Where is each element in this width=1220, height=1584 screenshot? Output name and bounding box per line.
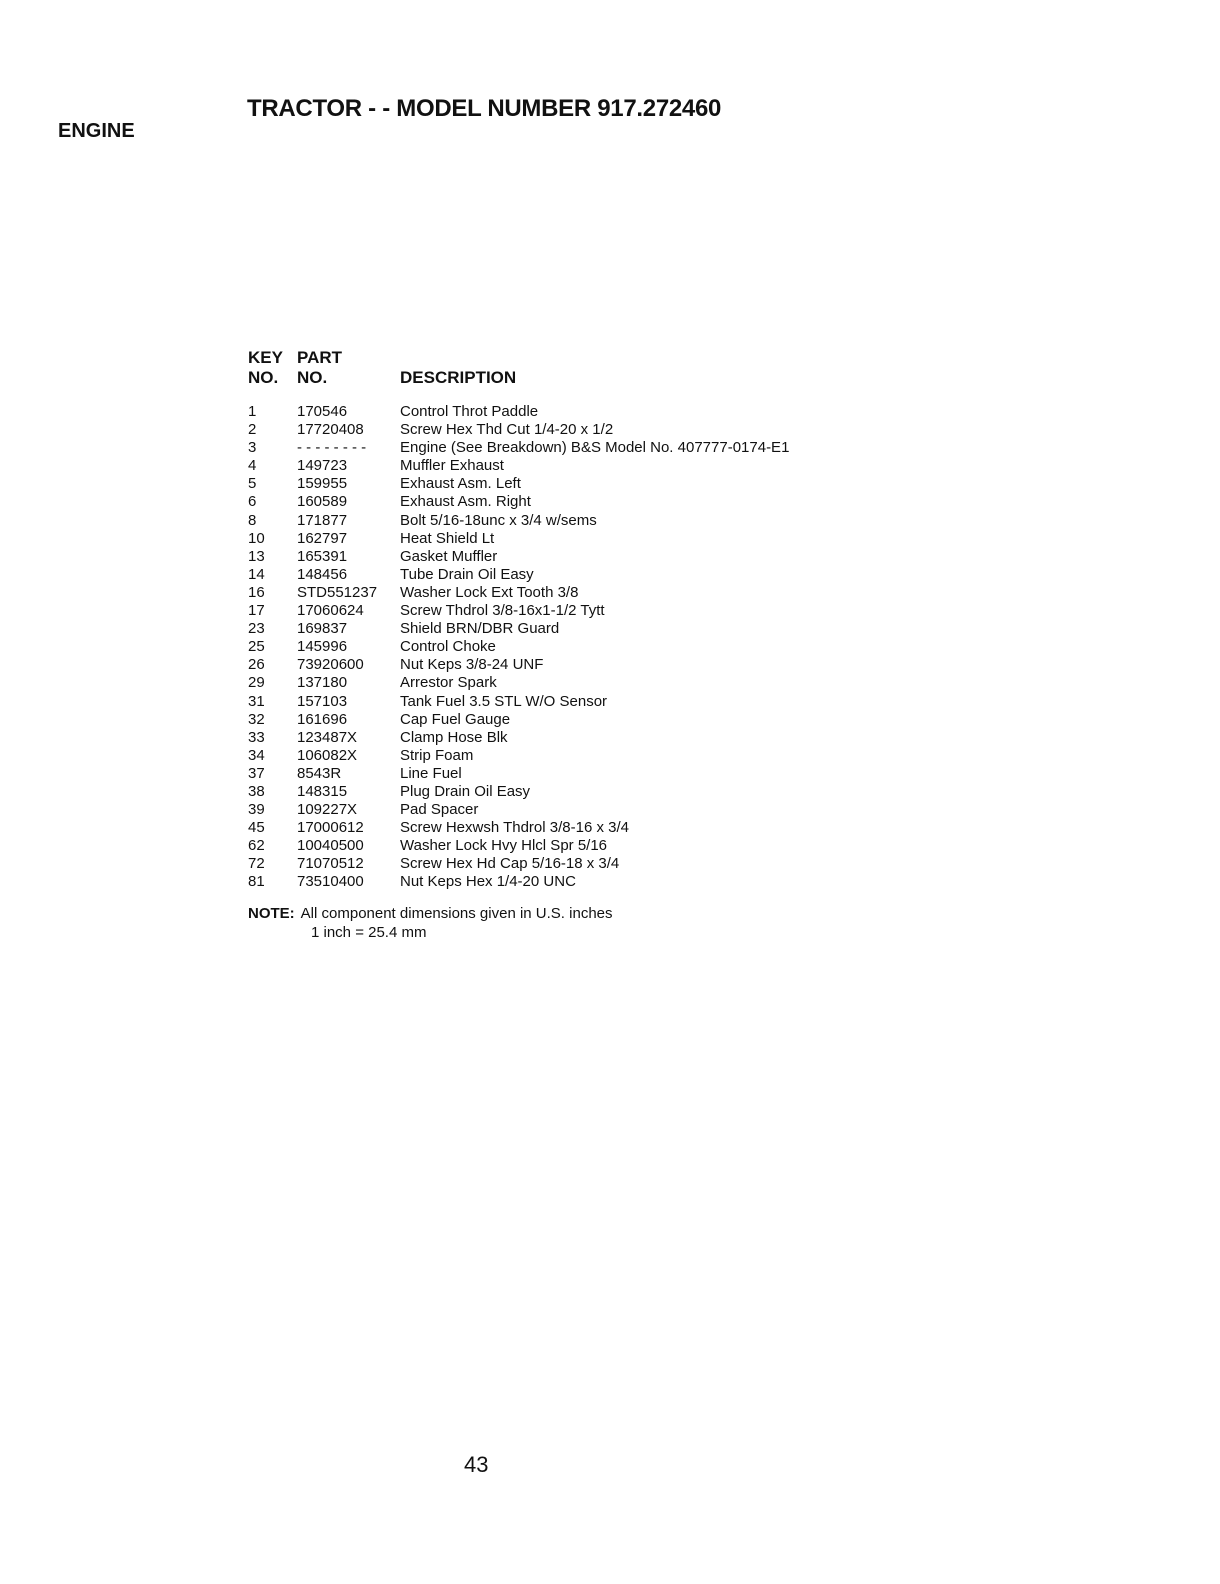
section-heading: ENGINE — [58, 120, 135, 142]
part-number: 109227X — [297, 801, 358, 819]
part-number: 17060624 — [297, 602, 364, 620]
key-number: 16 — [248, 583, 265, 601]
note-line-1 — [248, 904, 613, 923]
column-header-key — [248, 348, 283, 388]
column-header-part — [297, 348, 342, 388]
key-number: 37 — [248, 764, 265, 782]
table-row — [248, 747, 789, 765]
table-row — [248, 801, 789, 819]
table-row — [248, 837, 789, 855]
column-header-key-line1: KEY — [248, 348, 283, 367]
key-number: 32 — [248, 710, 265, 728]
part-description: Clamp Hose Blk — [400, 728, 508, 746]
table-row — [248, 674, 789, 692]
key-number: 14 — [248, 565, 265, 583]
parts-table — [248, 403, 789, 892]
page-title: TRACTOR - - MODEL NUMBER 917.272460 — [247, 95, 722, 122]
column-header-key-line2: NO. — [248, 368, 279, 387]
part-description: Line Fuel — [400, 764, 462, 782]
key-number: 39 — [248, 801, 265, 819]
part-number: 148315 — [297, 782, 348, 800]
part-description: Cap Fuel Gauge — [400, 710, 511, 728]
part-description: Gasket Muffler — [400, 547, 498, 565]
table-row — [248, 403, 789, 421]
part-number: 149723 — [297, 457, 348, 475]
part-description: Nut Keps 3/8-24 UNF — [400, 656, 544, 674]
part-description: Screw Hex Hd Cap 5/16-18 x 3/4 — [400, 855, 620, 873]
table-row — [248, 873, 789, 891]
table-row — [248, 548, 789, 566]
key-number: 23 — [248, 620, 265, 638]
part-number: - - - - - - - - — [297, 439, 367, 457]
key-number: 4 — [248, 457, 257, 475]
part-number: 159955 — [297, 475, 348, 493]
key-number: 31 — [248, 692, 265, 710]
part-number: 161696 — [297, 710, 348, 728]
part-description: Heat Shield Lt — [400, 529, 495, 547]
table-row — [248, 602, 789, 620]
column-header-description: DESCRIPTION — [400, 368, 517, 387]
part-description: Engine (See Breakdown) B&S Model No. 407777-0174-E1 — [400, 439, 790, 457]
part-number: 137180 — [297, 674, 348, 692]
part-description: Tube Drain Oil Easy — [400, 565, 534, 583]
table-row — [248, 493, 789, 511]
part-description: Screw Hexwsh Thdrol 3/8-16 x 3/4 — [400, 819, 629, 837]
key-number: 3 — [248, 439, 257, 457]
page-number: 43 — [464, 1452, 489, 1477]
key-number: 33 — [248, 728, 265, 746]
key-number: 2 — [248, 421, 257, 439]
part-description: Screw Thdrol 3/8-16x1-1/2 Tytt — [400, 602, 605, 620]
part-number: 148456 — [297, 565, 348, 583]
column-header-part-line2: NO. — [297, 368, 328, 387]
part-description: Pad Spacer — [400, 801, 479, 819]
part-description: Shield BRN/DBR Guard — [400, 620, 560, 638]
key-number: 34 — [248, 746, 265, 764]
key-number: 8 — [248, 511, 257, 529]
part-number: 73510400 — [297, 873, 364, 891]
table-row — [248, 656, 789, 674]
part-description: Exhaust Asm. Right — [400, 493, 531, 511]
key-number: 45 — [248, 819, 265, 837]
part-description: Washer Lock Hvy Hlcl Spr 5/16 — [400, 837, 608, 855]
note-line-2: 1 inch = 25.4 mm — [311, 924, 427, 941]
key-number: 25 — [248, 638, 265, 656]
note-block — [248, 904, 613, 942]
part-description: Strip Foam — [400, 746, 474, 764]
part-description: Exhaust Asm. Left — [400, 475, 521, 493]
key-number: 26 — [248, 656, 265, 674]
part-description: Screw Hex Thd Cut 1/4-20 x 1/2 — [400, 421, 614, 439]
part-number: 71070512 — [297, 855, 364, 873]
part-description: Nut Keps Hex 1/4-20 UNC — [400, 873, 576, 891]
table-row — [248, 512, 789, 530]
part-number: 17000612 — [297, 819, 364, 837]
table-row — [248, 693, 789, 711]
key-number: 38 — [248, 782, 265, 800]
part-description: Washer Lock Ext Tooth 3/8 — [400, 583, 579, 601]
note-text: All component dimensions given in U.S. inches — [300, 905, 613, 922]
part-number: 160589 — [297, 493, 348, 511]
table-row — [248, 566, 789, 584]
note-label: NOTE: — [248, 905, 295, 922]
part-number: 162797 — [297, 529, 348, 547]
key-number: 81 — [248, 873, 265, 891]
table-row — [248, 855, 789, 873]
part-number: 145996 — [297, 638, 348, 656]
key-number: 13 — [248, 547, 265, 565]
part-description: Muffler Exhaust — [400, 457, 504, 475]
table-row — [248, 729, 789, 747]
table-row — [248, 457, 789, 475]
table-row — [248, 530, 789, 548]
part-number: 106082X — [297, 746, 358, 764]
key-number: 17 — [248, 602, 265, 620]
table-row — [248, 765, 789, 783]
table-row — [248, 421, 789, 439]
table-row — [248, 584, 789, 602]
table-row — [248, 638, 789, 656]
key-number: 5 — [248, 475, 257, 493]
part-number: 8543R — [297, 764, 342, 782]
key-number: 62 — [248, 837, 265, 855]
part-description: Tank Fuel 3.5 STL W/O Sensor — [400, 692, 608, 710]
key-number: 1 — [248, 403, 257, 420]
part-description: Control Choke — [400, 638, 496, 656]
key-number: 29 — [248, 674, 265, 692]
part-number: 73920600 — [297, 656, 364, 674]
part-number: 10040500 — [297, 837, 364, 855]
key-number: 72 — [248, 855, 265, 873]
table-row — [248, 439, 789, 457]
part-number: 157103 — [297, 692, 348, 710]
part-description: Control Throt Paddle — [400, 403, 539, 420]
part-number: 171877 — [297, 511, 348, 529]
part-description: Arrestor Spark — [400, 674, 497, 692]
part-description: Plug Drain Oil Easy — [400, 782, 531, 800]
table-row — [248, 819, 789, 837]
part-number: 165391 — [297, 547, 348, 565]
column-header-part-line1: PART — [297, 348, 343, 367]
key-number: 6 — [248, 493, 257, 511]
part-number: 17720408 — [297, 421, 364, 439]
part-number: 123487X — [297, 728, 358, 746]
key-number: 10 — [248, 529, 265, 547]
table-row — [248, 475, 789, 493]
table-row — [248, 711, 789, 729]
part-number: 169837 — [297, 620, 348, 638]
part-number: STD551237 — [297, 583, 378, 601]
part-description: Bolt 5/16-18unc x 3/4 w/sems — [400, 511, 597, 529]
table-row — [248, 620, 789, 638]
table-row — [248, 783, 789, 801]
part-number: 170546 — [297, 403, 348, 420]
parts-table-body — [248, 403, 789, 892]
